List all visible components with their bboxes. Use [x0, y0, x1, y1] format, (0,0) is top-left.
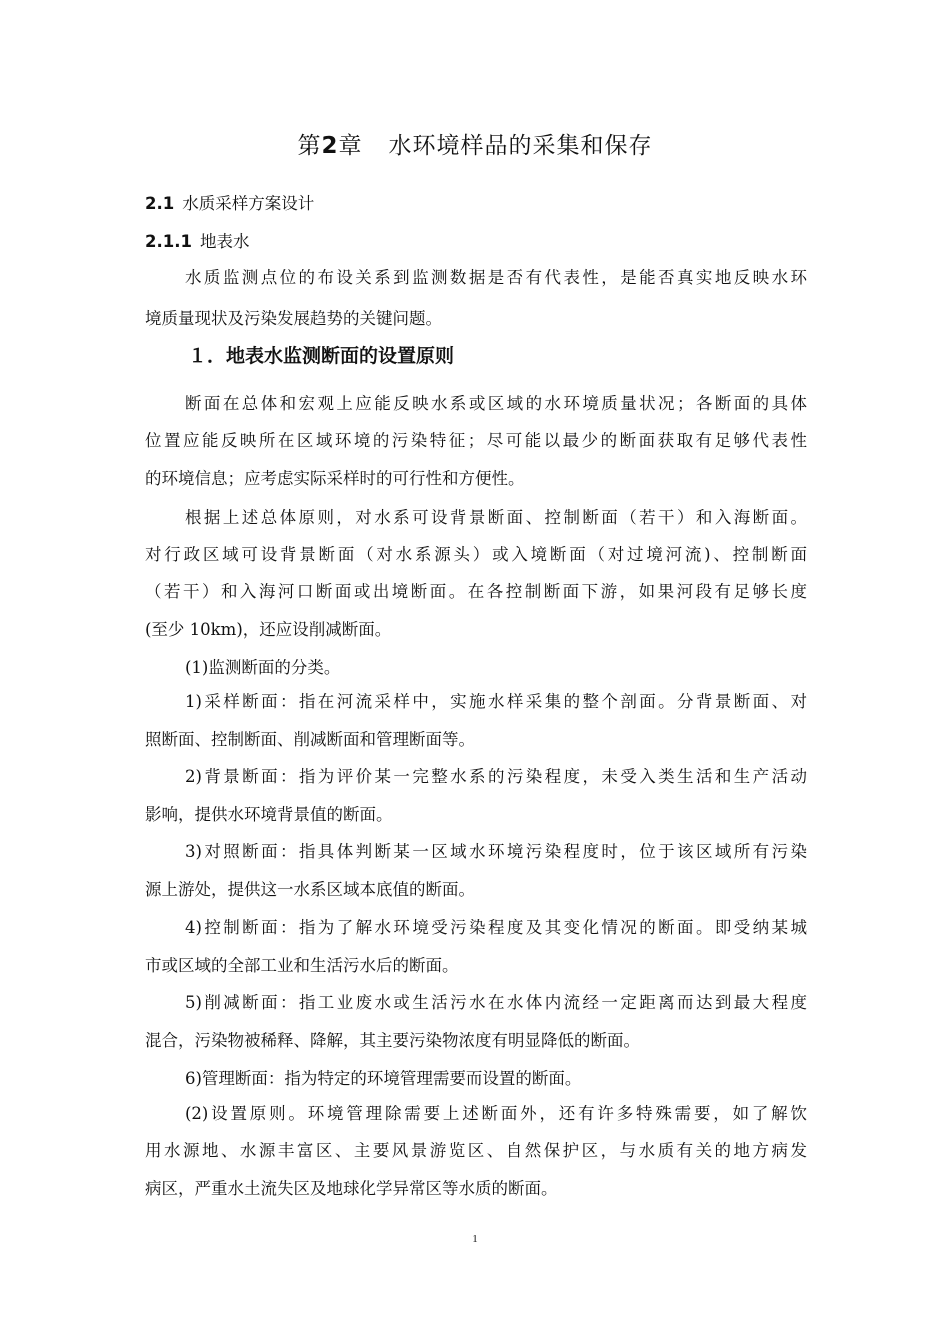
section-title: 地表水: [199, 232, 250, 251]
paragraph-line: 用水源地、水源丰富区、主要风景游览区、自然保护区，与水质有关的地方病发: [145, 1141, 807, 1160]
paragraph-line: (1)监测断面的分类。: [185, 658, 341, 677]
page-number: 1: [472, 1233, 478, 1245]
section-number: 2.1: [145, 194, 175, 213]
paragraph-line: 对行政区域可设背景断面（对水系源头）或入境断面（对过境河流)、控制断面: [145, 545, 807, 564]
paragraph-line: 4)控制断面：指为了解水环境受污染程度及其变化情况的断面。即受纳某城: [185, 918, 807, 937]
chapter-title: [0, 128, 950, 164]
subsection-heading: １．地表水监测断面的设置原则: [188, 345, 455, 367]
paragraph-line: 影响，提供水环境背景值的断面。: [145, 805, 393, 824]
paragraph-line: 境质量现状及污染发展趋势的关键问题。: [145, 309, 442, 328]
paragraph-line: （若干）和入海河口断面或出境断面。在各控制断面下游，如果河段有足够长度: [145, 582, 807, 601]
section-heading-2-1-1: [145, 230, 249, 254]
section-title: 水质采样方案设计: [182, 194, 315, 213]
paragraph-line: 5)削减断面：指工业废水或生活污水在水体内流经一定距离而达到最大程度: [185, 993, 807, 1012]
paragraph-line: 水质监测点位的布设关系到监测数据是否有代表性，是能否真实地反映水环: [185, 268, 807, 287]
paragraph-line: (至少 10km)，还应设削减断面。: [145, 620, 392, 639]
paragraph-line: 位置应能反映所在区域环境的污染特征；尽可能以最少的断面获取有足够代表性: [145, 431, 807, 450]
chapter-name: 水环境样品的采集和保存: [388, 133, 653, 159]
chapter-number: 2: [321, 133, 339, 159]
section-heading-2-1: [145, 192, 314, 216]
paragraph-line: 根据上述总体原则，对水系可设背景断面、控制断面（若干）和入海断面。: [185, 508, 807, 527]
paragraph-line: (2)设置原则。环境管理除需要上述断面外，还有许多特殊需要，如了解饮: [185, 1104, 807, 1123]
section-number: 2.1.1: [145, 232, 192, 251]
paragraph-line: 病区，严重水土流失区及地球化学异常区等水质的断面。: [145, 1179, 558, 1198]
chapter-unit: 章: [338, 133, 363, 159]
paragraph-line: 源上游处，提供这一水系区域本底值的断面。: [145, 880, 475, 899]
paragraph-line: 1)采样断面：指在河流采样中，实施水样采集的整个剖面。分背景断面、对: [185, 692, 807, 711]
paragraph-line: 混合，污染物被稀释、降解，其主要污染物浓度有明显降低的断面。: [145, 1031, 640, 1050]
paragraph-line: 的环境信息；应考虑实际采样时的可行性和方便性。: [145, 469, 525, 488]
paragraph-line: 6)管理断面：指为特定的环境管理需要而设置的断面。: [185, 1069, 582, 1088]
paragraph-line: 3)对照断面：指具体判断某一区域水环境污染程度时，位于该区域所有污染: [185, 842, 807, 861]
paragraph-line: 2)背景断面：指为评价某一完整水系的污染程度，未受入类生活和生产活动: [185, 767, 807, 786]
paragraph-line: 断面在总体和宏观上应能反映水系或区域的水环境质量状况；各断面的具体: [185, 394, 807, 413]
paragraph-line: 市或区域的全部工业和生活污水后的断面。: [145, 956, 459, 975]
paragraph-line: 照断面、控制断面、削减断面和管理断面等。: [145, 730, 475, 749]
chapter-prefix: 第: [297, 133, 322, 159]
